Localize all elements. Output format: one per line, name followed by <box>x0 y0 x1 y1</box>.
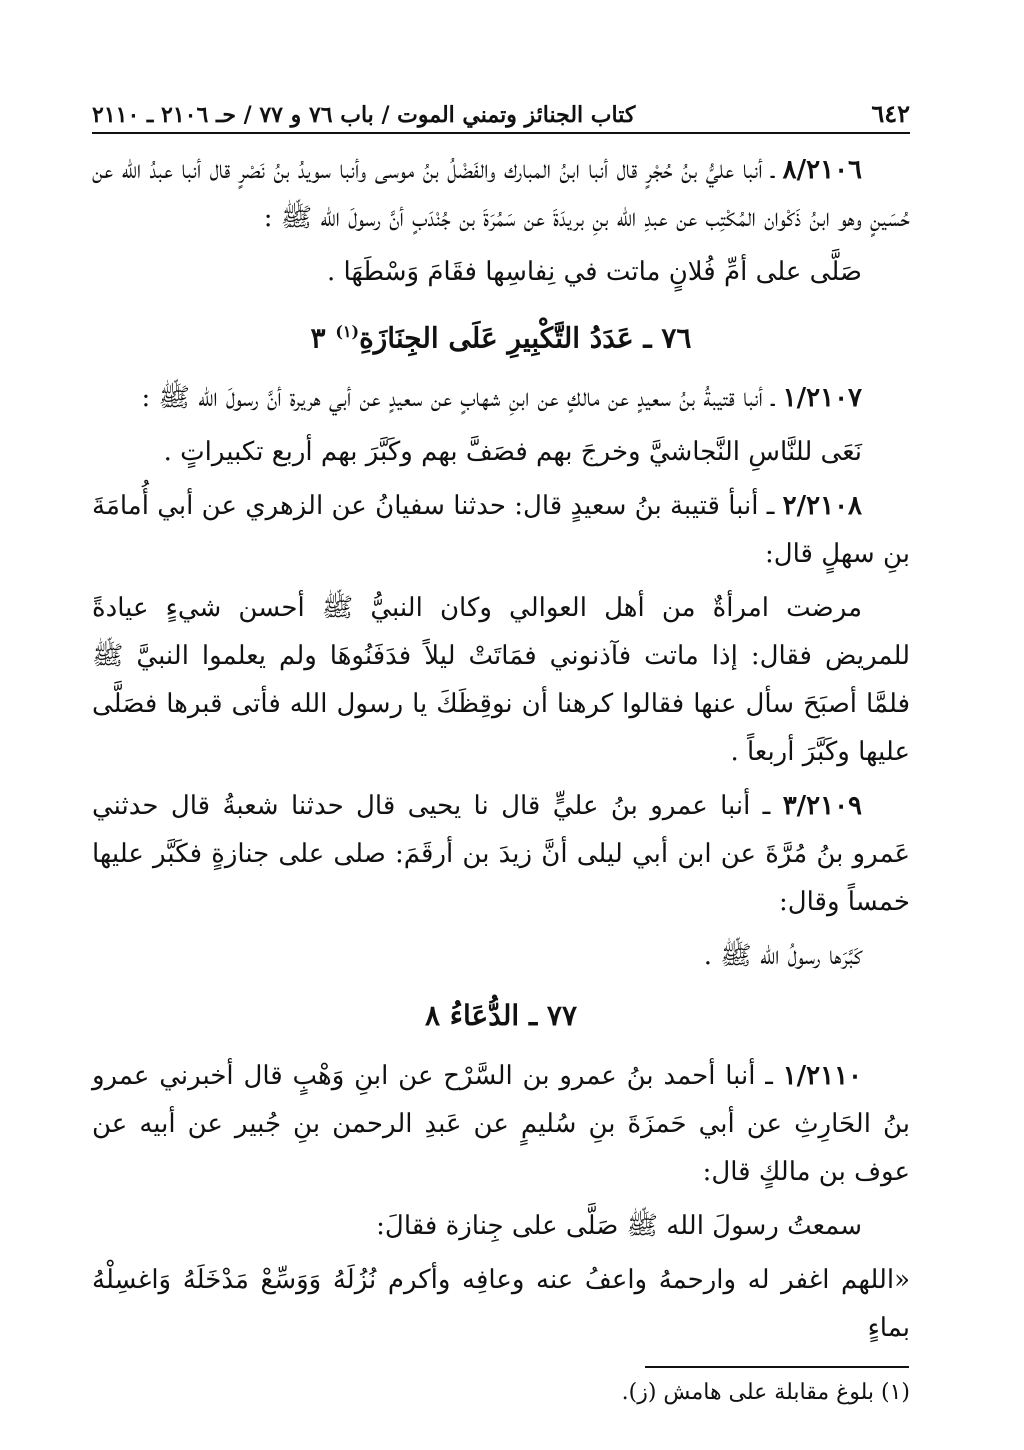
hadith-number: ٨/٢١٠٦ <box>782 155 862 185</box>
chapter-title: ٧٦ ـ عَدَدُ التَّكْبِيرِ عَلَى الجِنَازَةِ <box>359 321 692 355</box>
matn-2109: كَبَّرَها رسولُ الله ﷺ . <box>703 941 862 972</box>
footnote: (١) بلوغ مقابلة على هامش (ز). <box>621 1380 910 1405</box>
hadith-text: ـ أنبا قتيبةُ بنُ سعيدٍ عن مالكٍ عن ابنِ شهابٍ عن سعيدٍ عن أبي هريرة أنَّ رسولَ الله ﷺ : <box>141 383 775 414</box>
matn-2107: نَعَى للنَّاسِ النَّجاشيَّ وخرجَ بهم فصَفَّ بهم وكَبَّرَ بهم أربع تكبيراتٍ . <box>163 437 862 468</box>
hadith-text: ـ أنبا عليُّ بنُ حُجْرٍ قال أنبا ابنُ المبارك والفَضْلُ بنُ موسى وأنبا سويدُ بنُ نَصْرٍ قال أنبا عبدُ الله عن حُسَينٍ وهو ابنُ ذَكْوان المُكْتِب عن عبدِ الله بنِ بريدَةَ عن سَمُرَةَ بن جُنْدَبٍ أنَّ رسولَ الله ﷺ : <box>92 155 910 233</box>
hadith-2107 <box>92 374 910 422</box>
hadith-number: ١/٢١١٠ <box>782 1061 863 1092</box>
hadith-text: ـ أنبا أحمد بنُ عمرو بن السَّرْح عن ابنِ وَهْبٍ قال أخبرني عمرو بنُ الحَارِثِ عن أبي حَمزَةَ بنِ سُليمٍ عن عَبدِ الرحمن بنِ جُبير عن أبيه عن عوف بن مالكٍ قال: <box>92 1061 910 1188</box>
hadith-number: ١/٢١٠٧ <box>782 383 862 414</box>
hadith-2110 <box>92 1052 910 1196</box>
matn-2108: مرضت امرأةٌ من أهل العوالي وكان النبيُّ ﷺ أحسن شيءٍ عيادةً للمريض فقال: إذا ماتت فآذنوني فمَاتَتْ ليلاً فدَفَنُوهَا ولم يعلموا النبيَّ ﷺ فلمَّا أصبَحَ سأل عنها فقالوا كرهنا أن نوقِظَكَ يا رسول الله فأتى قبرها فصَلَّى عليها وكَبَّرَ أربعاً . <box>92 593 911 768</box>
hadith-2108 <box>92 482 910 578</box>
chapter-marker: ٨ <box>425 999 441 1033</box>
hadith-text: ـ أنبا عمرو بنُ عليٍّ قال نا يحيى قال حدثنا شعبةُ قال حدثني عَمرو بنُ مُرَّةَ عن ابن أبي ليلى أنَّ زيدَ بن أرقَمَ: صلى على جنازةٍ فكَبَّر عليها خمساً وقال: <box>92 791 910 918</box>
hadith-text: ـ أنبأ قتيبة بنُ سعيدٍ قال: حدثنا سفيانُ عن الزهري عن أبي أُمامَةَ بنِ سهلٍ قال: <box>92 491 910 570</box>
page-number: ٦٤٢ <box>871 99 910 128</box>
footnote-ref: (١) <box>335 322 360 341</box>
chapter-heading-76 <box>92 308 910 362</box>
chapter-title: ٧٧ ـ الدُّعَاءُ <box>449 999 577 1033</box>
chapter-heading-77 <box>92 992 910 1040</box>
matn-2110-intro: سمعتُ رسولَ الله ﷺ صَلَّى على جِنازة فقالَ: <box>376 1211 862 1242</box>
hadith-2106 <box>92 146 910 242</box>
hadith-number: ٢/٢١٠٨ <box>782 491 862 522</box>
hadith-2109 <box>92 782 910 926</box>
running-header <box>92 94 910 134</box>
footnote-divider <box>645 1366 909 1368</box>
matn-2106: صَلَّى على أمِّ فُلانٍ ماتت في نِفاسِها فقَامَ وَسْطَهَا . <box>326 257 862 287</box>
main-text <box>92 146 910 1358</box>
hadith-number: ٣/٢١٠٩ <box>782 791 863 822</box>
matn-2110-dua: «اللهم اغفر له وارحمهُ واعفُ عنه وعافِه وأكرم نُزُلَهُ وَوَسِّعْ مَدْخَلَهُ وَاغسِلْهُ بماءٍ <box>92 1265 910 1344</box>
running-title: كتاب الجنائز وتمني الموت / باب ٧٦ و ٧٧ / حـ ٢١٠٦ ـ ٢١١٠ <box>92 102 636 128</box>
chapter-marker: ٣ <box>310 321 326 355</box>
